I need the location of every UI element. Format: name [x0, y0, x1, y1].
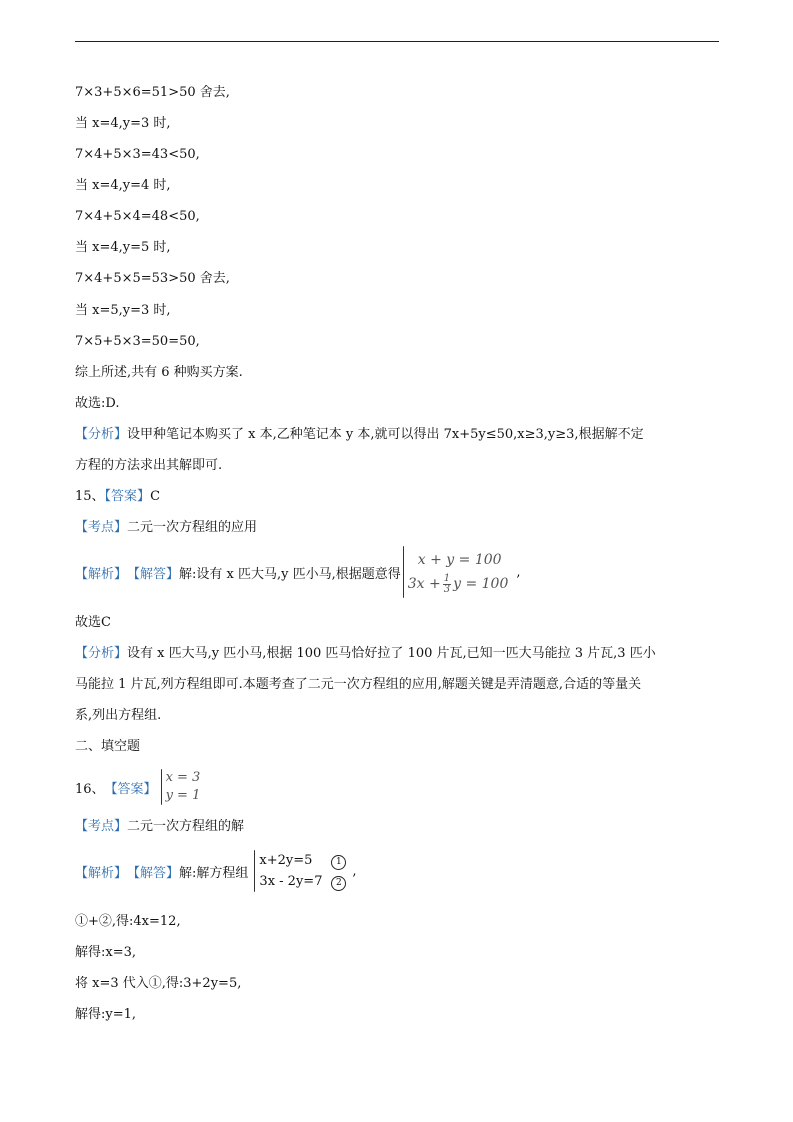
answer-tag: 【答案】 — [104, 489, 151, 504]
q16-answer — [75, 769, 200, 805]
text-line: 当 x=4,y=3 时, — [75, 116, 171, 131]
text-line: 7×4+5×3=43<50, — [75, 147, 200, 162]
jieda-tag: 【解答】 — [127, 566, 180, 582]
answer-eq-2: y = 1 — [165, 788, 201, 803]
fraction: $\frac{1}{3}$ — [443, 572, 451, 595]
comma: , — [352, 863, 357, 879]
answer-system — [166, 769, 201, 805]
equation-1: x + y = 100 — [417, 552, 502, 568]
analysis-tag: 【分析】 — [75, 427, 128, 442]
system-row-2: 3x - 2y=7 2 — [259, 871, 346, 892]
answer-eq-1: x = 3 — [165, 770, 201, 785]
text-line: 当 x=5,y=3 时, — [75, 303, 171, 318]
point-text: 二元一次方程组的解 — [127, 819, 245, 834]
brace — [403, 546, 404, 598]
system-row-1: x+2y=5 1 — [259, 850, 346, 871]
text-line: 故选:D. — [75, 396, 120, 411]
q14-analysis-cont: 方程的方法求出其解即可. — [75, 458, 223, 473]
q16-solution — [75, 850, 357, 892]
jieda-tag: 【解答】 — [127, 865, 180, 881]
question-number: 16、 — [75, 781, 105, 797]
q14-analysis — [75, 426, 644, 444]
point-tag: 【考点】 — [75, 520, 128, 535]
q15-answer — [75, 488, 160, 506]
question-number: 15、 — [75, 489, 105, 504]
point-tag: 【考点】 — [75, 819, 128, 834]
step-line: ①+②,得:4x=12, — [75, 914, 181, 929]
q15-solution — [75, 546, 521, 598]
step-line: 解得:y=1, — [75, 1007, 137, 1022]
brace — [161, 769, 162, 805]
equation-system — [259, 850, 346, 892]
analysis-tag: 【分析】 — [75, 646, 128, 661]
analysis-text: 设甲种笔记本购买了 x 本,乙种笔记本 y 本,就可以得出 7x+5y≤50,x≥3,y≥3,根据解不定 — [127, 427, 644, 442]
step-line: 解得:x=3, — [75, 945, 137, 960]
circled-one-icon: 1 — [331, 855, 346, 870]
answer-tag: 【答案】 — [104, 781, 157, 797]
q15-choose: 故选C — [75, 615, 111, 630]
q16-point — [75, 818, 244, 836]
q15-analysis-cont: 系,列出方程组. — [75, 708, 162, 723]
brace — [254, 850, 255, 892]
equation-system — [408, 548, 509, 596]
text-line: 7×4+5×5=53>50 舍去, — [75, 271, 230, 286]
header-rule — [75, 41, 719, 42]
section-heading: 二、填空题 — [75, 739, 141, 754]
step-line: 将 x=3 代入①,得:3+2y=5, — [75, 976, 242, 991]
answer-value: C — [150, 489, 161, 504]
text-line: 当 x=4,y=5 时, — [75, 240, 171, 255]
q15-point — [75, 519, 257, 537]
jiexi-tag: 【解析】 — [75, 865, 128, 881]
equation-2: 3x + $\frac{1}{3}$ y = 100 — [407, 572, 509, 595]
point-text: 二元一次方程组的应用 — [127, 520, 258, 535]
solution-text: 解:设有 x 匹大马,y 匹小马,根据题意得 — [179, 566, 401, 582]
solution-text: 解:解方程组 — [179, 865, 249, 881]
comma: , — [516, 564, 521, 580]
q15-analysis — [75, 645, 656, 663]
text-line: 7×4+5×4=48<50, — [75, 209, 200, 224]
text-line: 7×5+5×3=50=50, — [75, 334, 200, 349]
jiexi-tag: 【解析】 — [75, 566, 128, 582]
text-line: 当 x=4,y=4 时, — [75, 178, 171, 193]
text-line: 综上所述,共有 6 种购买方案. — [75, 365, 243, 380]
circled-two-icon: 2 — [331, 876, 346, 891]
analysis-text: 设有 x 匹大马,y 匹小马,根据 100 匹马恰好拉了 100 片瓦,已知一匹大马能拉 3 片瓦,3 匹小 — [127, 646, 656, 661]
q15-analysis-cont: 马能拉 1 片瓦,列方程组即可.本题考查了二元一次方程组的应用,解题关键是弄清题意,合适的等量关 — [75, 677, 642, 692]
text-line: 7×3+5×6=51>50 舍去, — [75, 85, 230, 100]
